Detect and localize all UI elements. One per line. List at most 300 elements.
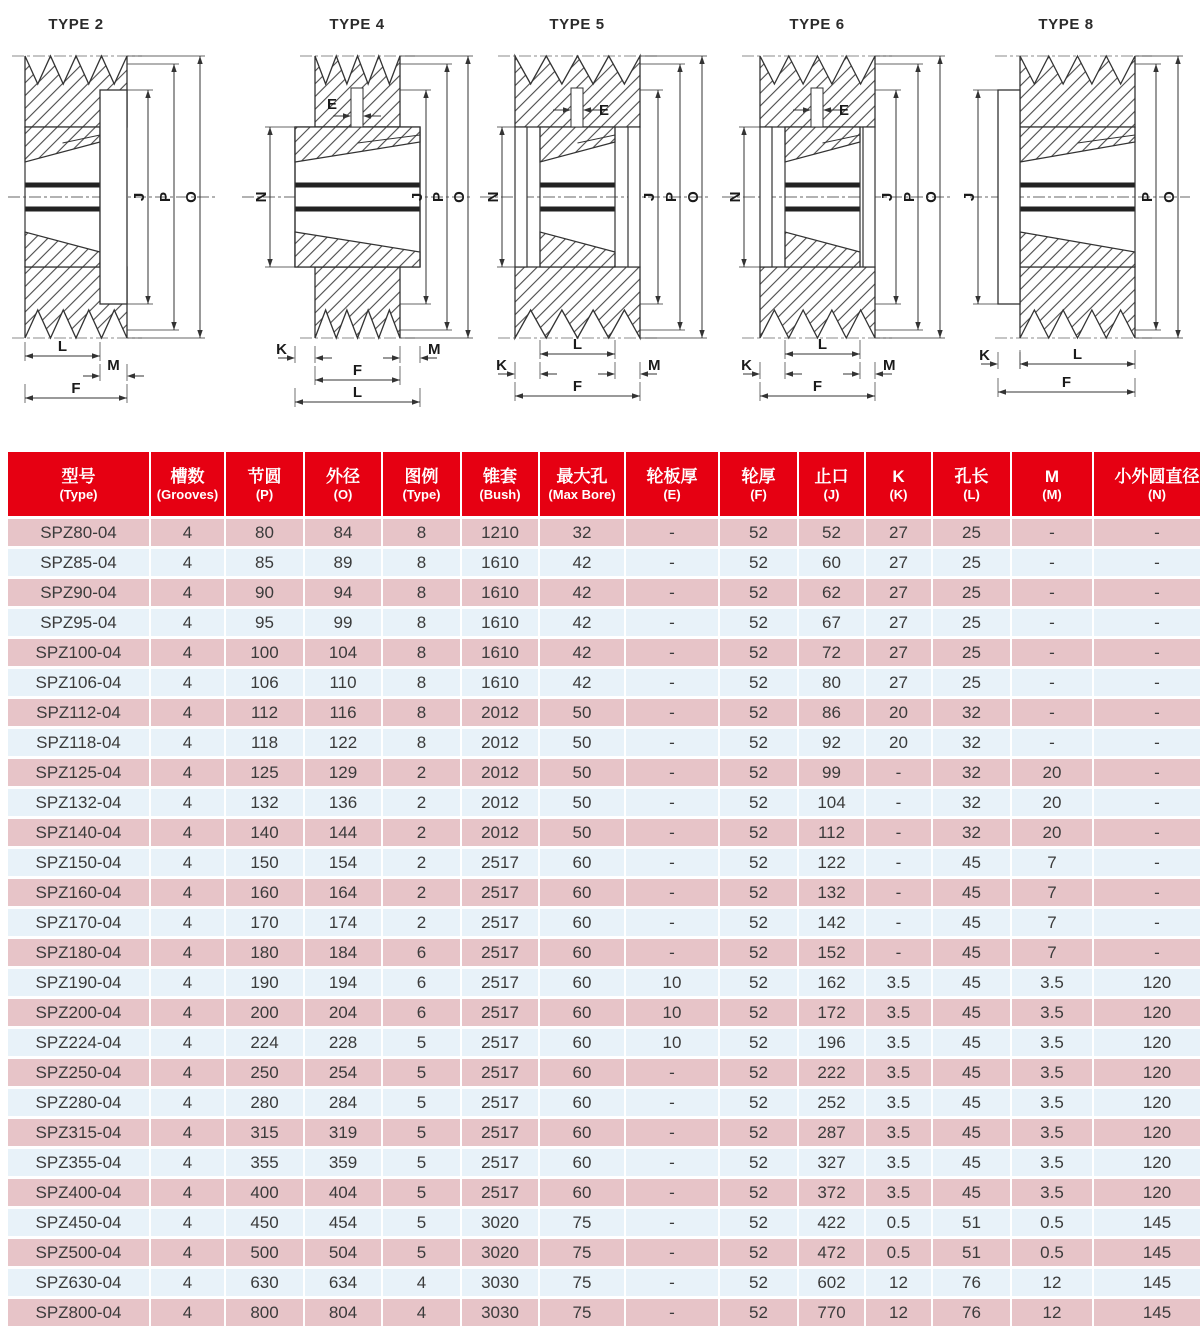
- table-cell: -: [866, 819, 933, 849]
- table-cell: SPZ140-04: [8, 819, 151, 849]
- table-cell: SPZ80-04: [8, 519, 151, 549]
- table-cell: 52: [720, 939, 799, 969]
- table-cell: SPZ95-04: [8, 609, 151, 639]
- table-cell: 2012: [462, 759, 540, 789]
- table-cell: 150: [226, 849, 305, 879]
- table-cell: 4: [151, 579, 226, 609]
- table-cell: 2: [383, 879, 462, 909]
- table-cell: 4: [151, 549, 226, 579]
- table-cell: -: [866, 879, 933, 909]
- table-cell: SPZ450-04: [8, 1209, 151, 1239]
- table-cell: 5: [383, 1059, 462, 1089]
- table-cell: 45: [933, 909, 1012, 939]
- table-cell: 0.5: [1012, 1209, 1094, 1239]
- svg-text:F: F: [812, 378, 823, 395]
- table-row: [8, 819, 1200, 849]
- pulley-diagram-type-4: [240, 28, 480, 432]
- table-cell: -: [626, 939, 720, 969]
- table-cell: -: [626, 519, 720, 549]
- table-cell: -: [1012, 609, 1094, 639]
- table-cell: 42: [540, 669, 626, 699]
- table-cell: 45: [933, 939, 1012, 969]
- table-cell: 160: [226, 879, 305, 909]
- table-row: [8, 1089, 1200, 1119]
- table-cell: 95: [226, 609, 305, 639]
- table-cell: -: [1012, 549, 1094, 579]
- table-cell: 60: [540, 939, 626, 969]
- table-cell: 184: [305, 939, 383, 969]
- table-cell: 2012: [462, 789, 540, 819]
- column-header: 小外圆直径 (N): [1094, 452, 1200, 519]
- table-cell: 20: [866, 699, 933, 729]
- table-cell: 84: [305, 519, 383, 549]
- table-cell: 3.5: [1012, 1179, 1094, 1209]
- table-cell: 42: [540, 549, 626, 579]
- table-cell: SPZ106-04: [8, 669, 151, 699]
- table-cell: 60: [540, 1119, 626, 1149]
- table-cell: 1610: [462, 549, 540, 579]
- table-cell: 60: [540, 1059, 626, 1089]
- table-cell: SPZ250-04: [8, 1059, 151, 1089]
- table-cell: 52: [720, 1059, 799, 1089]
- svg-text:P: P: [901, 191, 918, 203]
- svg-text:O: O: [1161, 191, 1178, 203]
- spec-table: [8, 452, 1200, 1329]
- table-cell: -: [626, 1299, 720, 1329]
- pulley-diagram-type-5: [480, 28, 720, 432]
- table-cell: 32: [933, 759, 1012, 789]
- table-cell: 0.5: [866, 1239, 933, 1269]
- table-row: [8, 639, 1200, 669]
- table-cell: -: [1094, 909, 1200, 939]
- table-cell: SPZ180-04: [8, 939, 151, 969]
- table-cell: 222: [799, 1059, 866, 1089]
- table-cell: 132: [226, 789, 305, 819]
- table-cell: 52: [720, 1269, 799, 1299]
- table-cell: 52: [720, 1029, 799, 1059]
- svg-text:F: F: [352, 362, 363, 379]
- table-cell: 287: [799, 1119, 866, 1149]
- table-cell: -: [626, 729, 720, 759]
- table-cell: -: [626, 759, 720, 789]
- table-cell: -: [1012, 519, 1094, 549]
- table-cell: -: [626, 1149, 720, 1179]
- table-cell: 99: [305, 609, 383, 639]
- table-cell: 3.5: [866, 1059, 933, 1089]
- table-row: [8, 879, 1200, 909]
- table-cell: SPZ190-04: [8, 969, 151, 999]
- svg-text:O: O: [183, 191, 200, 203]
- table-cell: 3.5: [866, 1029, 933, 1059]
- table-body: [8, 519, 1200, 1329]
- table-cell: 142: [799, 909, 866, 939]
- table-cell: 120: [1094, 1059, 1200, 1089]
- table-cell: 60: [540, 1089, 626, 1119]
- table-head-row: [8, 452, 1200, 519]
- column-header: M (M): [1012, 452, 1094, 519]
- table-cell: -: [626, 639, 720, 669]
- table-cell: 5: [383, 1089, 462, 1119]
- table-row: [8, 1209, 1200, 1239]
- table-cell: 27: [866, 639, 933, 669]
- table-cell: 45: [933, 1059, 1012, 1089]
- table-row: [8, 519, 1200, 549]
- table-cell: 112: [226, 699, 305, 729]
- column-header: 外径 (O): [305, 452, 383, 519]
- table-cell: 50: [540, 699, 626, 729]
- table-cell: 12: [866, 1269, 933, 1299]
- table-cell: 2012: [462, 699, 540, 729]
- table-cell: 8: [383, 669, 462, 699]
- table-row: [8, 969, 1200, 999]
- table-cell: 254: [305, 1059, 383, 1089]
- table-cell: 280: [226, 1089, 305, 1119]
- table-cell: 3.5: [1012, 1089, 1094, 1119]
- table-cell: 45: [933, 1119, 1012, 1149]
- table-cell: 194: [305, 969, 383, 999]
- table-cell: 52: [720, 1239, 799, 1269]
- table-cell: 3.5: [1012, 999, 1094, 1029]
- table-cell: 5: [383, 1209, 462, 1239]
- table-cell: -: [626, 879, 720, 909]
- table-cell: 32: [933, 729, 1012, 759]
- table-cell: 25: [933, 639, 1012, 669]
- table-cell: 7: [1012, 879, 1094, 909]
- table-cell: 76: [933, 1299, 1012, 1329]
- table-cell: 60: [540, 879, 626, 909]
- table-cell: 164: [305, 879, 383, 909]
- table-cell: -: [626, 549, 720, 579]
- table-cell: 4: [151, 969, 226, 999]
- table-cell: -: [1012, 639, 1094, 669]
- table-cell: 132: [799, 879, 866, 909]
- table-cell: 89: [305, 549, 383, 579]
- table-cell: 8: [383, 519, 462, 549]
- table-cell: 2517: [462, 849, 540, 879]
- table-cell: 92: [799, 729, 866, 759]
- table-cell: 152: [799, 939, 866, 969]
- svg-text:M: M: [648, 357, 661, 374]
- table-cell: 42: [540, 639, 626, 669]
- drawing-title: TYPE 4: [329, 16, 385, 33]
- table-cell: 51: [933, 1209, 1012, 1239]
- table-cell: 174: [305, 909, 383, 939]
- table-cell: SPZ500-04: [8, 1239, 151, 1269]
- table-cell: 4: [151, 669, 226, 699]
- table-cell: SPZ800-04: [8, 1299, 151, 1329]
- table-row: [8, 1239, 1200, 1269]
- table-cell: 60: [540, 969, 626, 999]
- svg-text:F: F: [1061, 374, 1072, 391]
- table-cell: 2517: [462, 1059, 540, 1089]
- table-cell: 284: [305, 1089, 383, 1119]
- table-row: [8, 1179, 1200, 1209]
- pulley-diagram-type-8: [960, 28, 1200, 432]
- table-cell: 12: [866, 1299, 933, 1329]
- table-cell: 7: [1012, 939, 1094, 969]
- table-cell: 94: [305, 579, 383, 609]
- table-cell: 2: [383, 789, 462, 819]
- table-cell: 27: [866, 519, 933, 549]
- table-cell: 4: [151, 1209, 226, 1239]
- table-cell: -: [1012, 579, 1094, 609]
- table-cell: 52: [720, 879, 799, 909]
- column-header: 孔长 (L): [933, 452, 1012, 519]
- table-cell: 140: [226, 819, 305, 849]
- table-cell: 2517: [462, 909, 540, 939]
- table-cell: 106: [226, 669, 305, 699]
- table-cell: 3.5: [866, 1089, 933, 1119]
- table-cell: 52: [720, 579, 799, 609]
- table-cell: 6: [383, 969, 462, 999]
- table-cell: -: [1094, 879, 1200, 909]
- table-row: [8, 759, 1200, 789]
- table-cell: 1610: [462, 669, 540, 699]
- table-cell: 52: [720, 1149, 799, 1179]
- table-cell: 504: [305, 1239, 383, 1269]
- column-header: 节圆 (P): [226, 452, 305, 519]
- table-cell: 472: [799, 1239, 866, 1269]
- svg-text:F: F: [71, 380, 81, 397]
- table-cell: 319: [305, 1119, 383, 1149]
- table-cell: 25: [933, 579, 1012, 609]
- pulley-drawing-type-6: [720, 0, 960, 448]
- table-cell: -: [1094, 819, 1200, 849]
- table-cell: 359: [305, 1149, 383, 1179]
- table-cell: 60: [540, 999, 626, 1029]
- svg-text:M: M: [428, 341, 441, 358]
- table-cell: 2: [383, 819, 462, 849]
- table-cell: 45: [933, 1029, 1012, 1059]
- column-header: 槽数 (Grooves): [151, 452, 226, 519]
- pulley-diagram-type-2: [0, 28, 240, 432]
- table-cell: 52: [799, 519, 866, 549]
- table-cell: 2517: [462, 1149, 540, 1179]
- table-cell: 634: [305, 1269, 383, 1299]
- table-cell: 3.5: [1012, 969, 1094, 999]
- table-cell: 145: [1094, 1239, 1200, 1269]
- table-cell: SPZ315-04: [8, 1119, 151, 1149]
- table-cell: 4: [151, 789, 226, 819]
- table-cell: 500: [226, 1239, 305, 1269]
- table-cell: 32: [933, 819, 1012, 849]
- table-cell: 52: [720, 849, 799, 879]
- table-cell: -: [1094, 609, 1200, 639]
- table-cell: -: [1094, 729, 1200, 759]
- table-cell: 90: [226, 579, 305, 609]
- table-cell: 20: [1012, 759, 1094, 789]
- table-cell: 3020: [462, 1239, 540, 1269]
- table-cell: 52: [720, 909, 799, 939]
- svg-text:J: J: [879, 192, 896, 202]
- table-cell: 122: [305, 729, 383, 759]
- table-cell: 2: [383, 909, 462, 939]
- table-cell: 6: [383, 999, 462, 1029]
- table-cell: 27: [866, 609, 933, 639]
- table-cell: 4: [151, 1149, 226, 1179]
- svg-text:J: J: [131, 192, 148, 202]
- table-cell: 8: [383, 609, 462, 639]
- table-cell: 42: [540, 579, 626, 609]
- table-cell: 52: [720, 549, 799, 579]
- table-cell: 20: [866, 729, 933, 759]
- svg-text:J: J: [641, 192, 658, 202]
- table-cell: 2517: [462, 879, 540, 909]
- table-cell: 162: [799, 969, 866, 999]
- table-cell: 602: [799, 1269, 866, 1299]
- table-cell: SPZ112-04: [8, 699, 151, 729]
- table-cell: 450: [226, 1209, 305, 1239]
- table-cell: 32: [933, 699, 1012, 729]
- table-cell: 62: [799, 579, 866, 609]
- table-cell: 12: [1012, 1269, 1094, 1299]
- table-cell: -: [626, 1209, 720, 1239]
- table-cell: 52: [720, 1089, 799, 1119]
- table-cell: SPZ118-04: [8, 729, 151, 759]
- table-cell: -: [866, 909, 933, 939]
- table-cell: 804: [305, 1299, 383, 1329]
- pulley-drawing-type-4: [240, 0, 480, 448]
- table-cell: 454: [305, 1209, 383, 1239]
- svg-text:K: K: [979, 347, 990, 364]
- table-cell: -: [866, 939, 933, 969]
- table-cell: 252: [799, 1089, 866, 1119]
- table-cell: 45: [933, 999, 1012, 1029]
- table-cell: SPZ355-04: [8, 1149, 151, 1179]
- column-header: K (K): [866, 452, 933, 519]
- column-header: 轮板厚 (E): [626, 452, 720, 519]
- table-cell: 45: [933, 1089, 1012, 1119]
- table-row: [8, 1029, 1200, 1059]
- table-cell: 224: [226, 1029, 305, 1059]
- table-cell: -: [1012, 669, 1094, 699]
- table-cell: -: [626, 1239, 720, 1269]
- table-cell: 4: [151, 1119, 226, 1149]
- drawing-title: TYPE 8: [1038, 16, 1094, 33]
- table-cell: 170: [226, 909, 305, 939]
- table-row: [8, 1299, 1200, 1329]
- table-cell: 42: [540, 609, 626, 639]
- svg-text:M: M: [883, 357, 896, 374]
- table-row: [8, 1269, 1200, 1299]
- table-cell: -: [626, 1179, 720, 1209]
- svg-text:K: K: [496, 357, 507, 374]
- table-cell: 4: [151, 609, 226, 639]
- svg-text:N: N: [727, 191, 744, 203]
- table-cell: 315: [226, 1119, 305, 1149]
- svg-text:P: P: [1139, 191, 1156, 203]
- table-row: [8, 729, 1200, 759]
- table-cell: SPZ200-04: [8, 999, 151, 1029]
- technical-drawings: [0, 0, 1200, 448]
- svg-text:J: J: [961, 192, 978, 202]
- table-cell: 129: [305, 759, 383, 789]
- table-cell: SPZ224-04: [8, 1029, 151, 1059]
- drawing-title: TYPE 6: [789, 16, 845, 33]
- table-cell: SPZ630-04: [8, 1269, 151, 1299]
- table-cell: -: [1094, 939, 1200, 969]
- table-cell: 122: [799, 849, 866, 879]
- table-cell: 118: [226, 729, 305, 759]
- table-cell: -: [1094, 549, 1200, 579]
- table-cell: 51: [933, 1239, 1012, 1269]
- table-cell: 327: [799, 1149, 866, 1179]
- table-cell: 60: [540, 1179, 626, 1209]
- table-cell: 50: [540, 759, 626, 789]
- table-cell: 20: [1012, 819, 1094, 849]
- pulley-drawing-type-5: [480, 0, 720, 448]
- table-cell: -: [866, 849, 933, 879]
- table-cell: 8: [383, 729, 462, 759]
- table-cell: -: [626, 1089, 720, 1119]
- table-cell: 80: [226, 519, 305, 549]
- table-cell: 86: [799, 699, 866, 729]
- table-row: [8, 609, 1200, 639]
- table-cell: SPZ150-04: [8, 849, 151, 879]
- table-cell: 0.5: [1012, 1239, 1094, 1269]
- table-cell: 250: [226, 1059, 305, 1089]
- table-cell: -: [1094, 519, 1200, 549]
- table-cell: 75: [540, 1239, 626, 1269]
- table-cell: 3.5: [1012, 1059, 1094, 1089]
- column-header: 型号 (Type): [8, 452, 151, 519]
- table-cell: 2517: [462, 1029, 540, 1059]
- table-cell: 4: [151, 999, 226, 1029]
- table-cell: 52: [720, 969, 799, 999]
- table-cell: 120: [1094, 1089, 1200, 1119]
- table-cell: 45: [933, 879, 1012, 909]
- table-cell: 52: [720, 699, 799, 729]
- table-cell: 75: [540, 1299, 626, 1329]
- table-cell: -: [1094, 669, 1200, 699]
- table-cell: 228: [305, 1029, 383, 1059]
- table-cell: 27: [866, 579, 933, 609]
- table-cell: -: [1094, 759, 1200, 789]
- svg-text:M: M: [107, 357, 120, 374]
- table-row: [8, 999, 1200, 1029]
- table-cell: 6: [383, 939, 462, 969]
- table-cell: 7: [1012, 909, 1094, 939]
- table-cell: 4: [151, 1029, 226, 1059]
- table-cell: 5: [383, 1149, 462, 1179]
- table-cell: 4: [151, 1059, 226, 1089]
- table-cell: 3.5: [866, 1149, 933, 1179]
- svg-text:L: L: [572, 336, 583, 353]
- table-cell: 25: [933, 609, 1012, 639]
- column-header: 止口 (J): [799, 452, 866, 519]
- table-cell: -: [866, 759, 933, 789]
- svg-text:L: L: [817, 336, 828, 353]
- table-row: [8, 699, 1200, 729]
- table-cell: 404: [305, 1179, 383, 1209]
- table-cell: 27: [866, 549, 933, 579]
- column-header: 图例 (Type): [383, 452, 462, 519]
- table-cell: 45: [933, 969, 1012, 999]
- table-cell: 4: [383, 1299, 462, 1329]
- svg-text:E: E: [599, 102, 610, 119]
- table-cell: 60: [799, 549, 866, 579]
- table-cell: 120: [1094, 969, 1200, 999]
- table-cell: 60: [540, 849, 626, 879]
- table-cell: 75: [540, 1209, 626, 1239]
- table-cell: 52: [720, 1179, 799, 1209]
- table-cell: -: [1012, 699, 1094, 729]
- table-cell: 145: [1094, 1299, 1200, 1329]
- table-cell: 4: [151, 1299, 226, 1329]
- table-cell: 100: [226, 639, 305, 669]
- table-cell: 172: [799, 999, 866, 1029]
- table-cell: 99: [799, 759, 866, 789]
